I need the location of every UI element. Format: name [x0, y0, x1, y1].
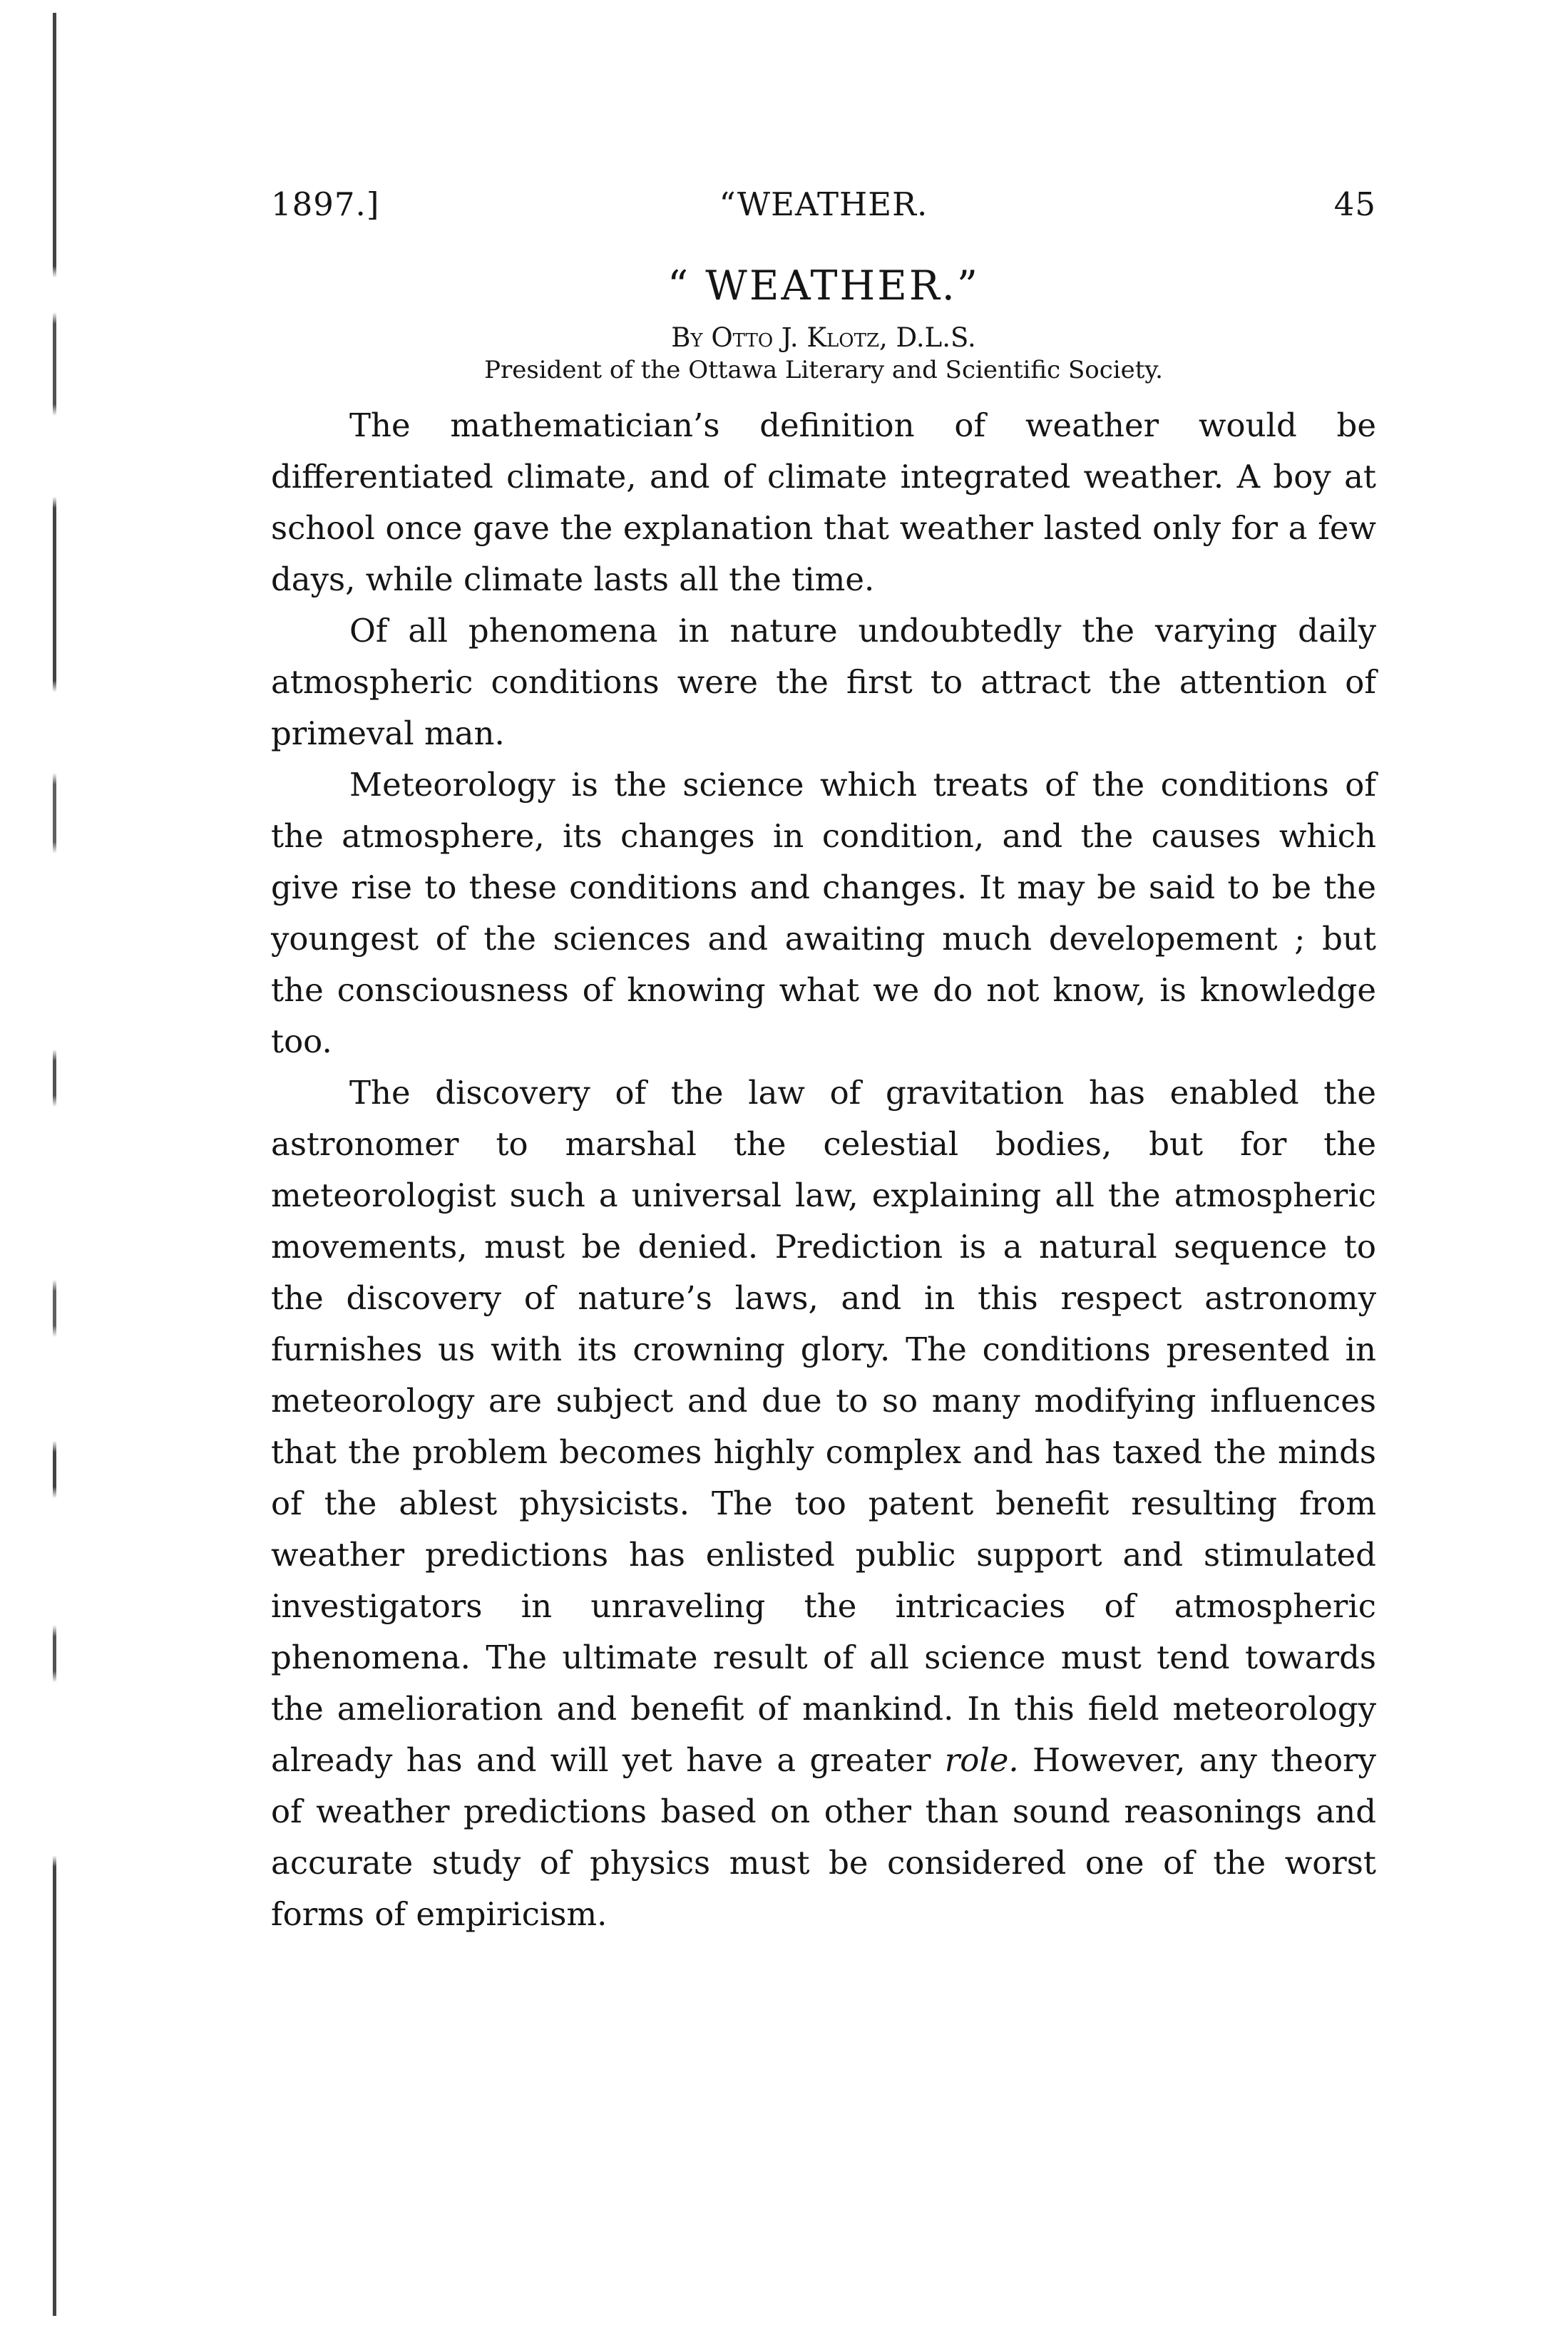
paragraph-4-text: The discovery of the law of gravitation has enabled the astronomer to marshal the celestial bodies, but for the meteorologist such a universal law, explaining all the atmospheric movements, must be denied. Prediction is a natural sequence to the discovery of nature’s laws, and in this respect astronomy furnishes us with its crowning glory. The conditions presented in meteorology are subject and due to so many modifying influences that the problem becomes highly complex and has taxed the minds of the ablest physicists. The too patent benefit resulting from weather predictions has enlisted public support and stimulated investigators in unraveling the intricacies of atmospheric phenomena. The ultimate result of all science must tend towards the amelioration and benefit of mankind. In this field meteorology already has and will yet have a greater [271, 1074, 1376, 1779]
paragraph-2: Of all phenomena in nature undoubtedly the varying daily atmospheric conditions were the first to attract the attention of primeval man. [271, 612, 1376, 752]
article-byline: By Otto J. Klotz, D.L.S. [671, 322, 976, 353]
running-head [271, 185, 1376, 235]
italic-word-role: role. [944, 1741, 1019, 1779]
paragraph-4-continuation: However, any theory of weather predictions based on other than sound reasonings and accurate study of physics must be considered one of the worst forms of empiricism. [271, 1741, 1376, 1933]
paragraph-1: The mathematician’s definition of weather would be differentiated climate, and of climate integrated weather. A boy at school once gave the explanation that weather lasted only for a few days, while climate lasts all the time. [271, 406, 1376, 598]
paragraph-3: Meteorology is the science which treats of the conditions of the atmosphere, its changes in condition, and the causes which give rise to these conditions and changes. It may be said to be the youngest of the sciences and awaiting much developement ; but the consciousness of knowing what we do not know, is knowledge too. [271, 766, 1376, 1060]
running-head-title: “WEATHER. [719, 185, 928, 223]
article-body [271, 400, 1376, 1940]
page-number: 45 [1333, 185, 1376, 223]
running-head-year: 1897.] [271, 185, 380, 223]
article-title: “ WEATHER.” [667, 262, 980, 309]
author-affiliation: President of the Ottawa Literary and Scientific Society. [484, 356, 1163, 384]
scan-binding-edge [53, 13, 56, 2316]
paragraph-4 [271, 1067, 1376, 1940]
document-page [271, 185, 1376, 1940]
